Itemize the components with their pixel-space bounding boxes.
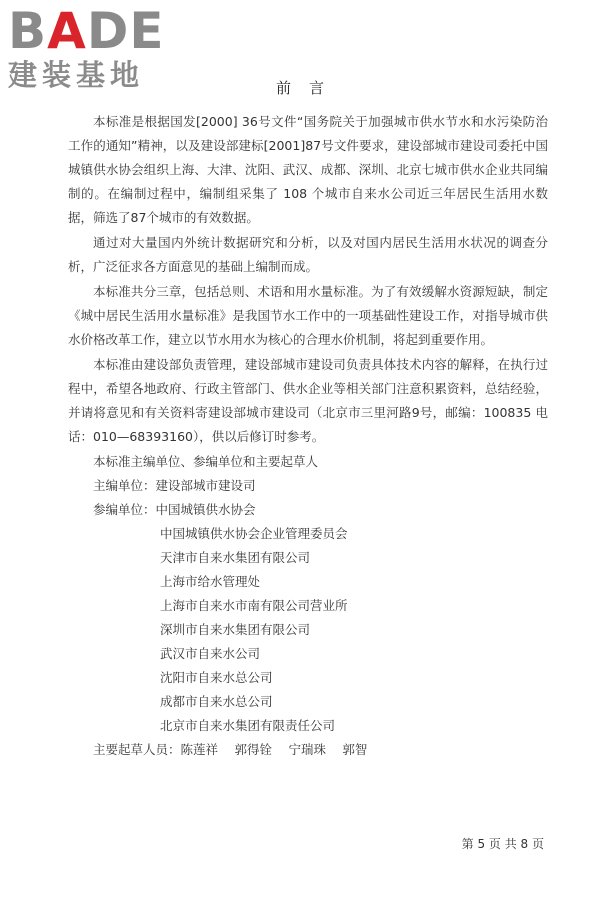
paragraph-method: 通过对大量国内外统计数据研究和分析，以及对国内居民生活用水状况的调查分析，广泛征求各方面意见的基础上编制而成。: [68, 235, 548, 274]
participating-unit: 深圳市自来水集团有限公司: [160, 622, 311, 637]
paragraph-management: 本标准由建设部负责管理，建设部城市建设司负责具体技术内容的解释，在执行过程中，希望各地政府、行政主管部门、供水企业等相关部门注意积累资料，总结经验，并请将意见和有关资料寄建设部城市建设司（北京市三里河路9号，邮编：100835 电话：010—68393160），供以后修订时参考。: [68, 357, 548, 444]
participating-unit: 上海市自来水市南有限公司营业所: [160, 598, 348, 613]
participating-unit: 中国城镇供水协会企业管理委员会: [160, 526, 348, 541]
paragraph-background: 本标准是根据国发[2000] 36号文件“国务院关于加强城市供水节水和水污染防治工作的通知”精神，以及建设部建标[2001]87号文件要求，建设部城市建设司委托中国城镇供水协会组织上海、大津、沈阳、武汉、成都、深圳、北京七城市供水企业共同编制的。在编制过程中，编制组采集了 108 个城市自来水公司近三年居民生活用水数据，筛选了87个城市的有效数据。: [68, 114, 548, 225]
participating-unit: 上海市给水管理处: [160, 574, 261, 589]
chief-unit: 主编单位：建设部城市建设司: [93, 478, 256, 493]
main-drafters: 主要起草人员：陈莲祥 郭得铨 宁瑞珠 郭智: [93, 742, 368, 757]
logo-chinese-text: 建装基地: [8, 58, 145, 92]
page-number: 第 5 页 共 8 页: [461, 837, 544, 851]
paragraph-structure: 本标准共分三章，包括总则、术语和用水量标准。为了有效缓解水资源短缺，制定《城中居民生活用水量标准》是我国节水工作中的一项基础性建设工作，对指导城市供水价格改革工作，建立以节水用水为核心的合理水价机制，将起到重要作用。: [68, 284, 548, 347]
participating-unit: 沈阳市自来水总公司: [160, 670, 273, 685]
participating-unit: 天津市自来水集团有限公司: [160, 550, 311, 565]
participating-unit: 成都市自来水总公司: [160, 694, 273, 709]
participating-label: 参编单位：: [93, 502, 156, 517]
drafters-intro: 本标准主编单位、参编单位和主要起草人: [93, 454, 319, 469]
participating-units-row: [68, 498, 548, 522]
participating-unit: 北京市自来水集团有限责任公司: [160, 718, 336, 733]
page-title: 前言: [275, 79, 342, 97]
participating-unit: 中国城镇供水协会: [155, 502, 256, 517]
logo-wordmark: BADE: [8, 2, 165, 60]
document-body: [68, 110, 548, 762]
participating-unit: 武汉市自来水公司: [160, 646, 261, 661]
